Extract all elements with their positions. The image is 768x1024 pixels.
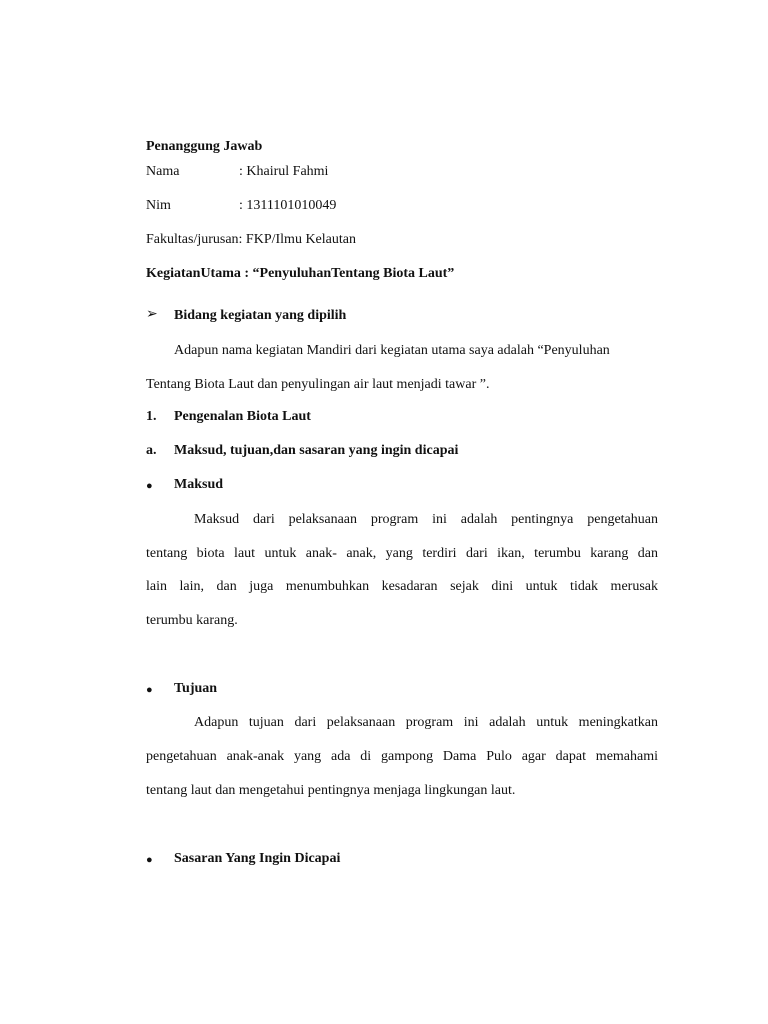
nim-value: : 1311101010049	[239, 198, 337, 213]
name-label: Nama	[146, 164, 180, 179]
tujuan-line-1: Adapun tujuan dari pelaksanaan program ini adalah untuk meningkatkan	[194, 715, 658, 730]
maksud-line-2: tentang biota laut untuk anak- anak, yang terdiri dari ikan, terumbu karang dan	[146, 546, 658, 561]
field-text-line2: Tentang Biota Laut dan penyulingan air laut menjadi tawar ”.	[146, 377, 490, 392]
main-activity: KegiatanUtama : “PenyuluhanTentang Biota Laut”	[146, 266, 455, 281]
tujuan-heading: Tujuan	[174, 681, 218, 696]
arrow-bullet-icon: ➢	[146, 307, 158, 322]
maksud-heading: Maksud	[174, 477, 224, 492]
tujuan-line-2: pengetahuan anak-anak yang ada di gampong Dama Pulo agar dapat memahami	[146, 749, 658, 764]
section1-heading: Pengenalan Biota Laut	[174, 409, 311, 424]
maksud-line-1: Maksud dari pelaksanaan program ini adalah pentingnya pengetahuan	[194, 512, 658, 527]
maksud-line-4: terumbu karang.	[146, 613, 238, 628]
sasaran-heading: Sasaran Yang Ingin Dicapai	[174, 851, 341, 866]
responsible-heading: Penanggung Jawab	[146, 139, 263, 154]
faculty-line: Fakultas/jurusan: FKP/Ilmu Kelautan	[146, 232, 356, 247]
field-text-line1: Adapun nama kegiatan Mandiri dari kegiatan utama saya adalah “Penyuluhan	[174, 343, 610, 358]
name-value: : Khairul Fahmi	[239, 164, 329, 179]
section-a-marker: a.	[146, 443, 157, 458]
maksud-line-3: lain lain, dan juga menumbuhkan kesadaran sejak dini untuk tidak merusak	[146, 579, 658, 594]
nim-label: Nim	[146, 198, 171, 213]
bullet-icon: ●	[146, 684, 153, 696]
section1-marker: 1.	[146, 409, 157, 424]
tujuan-line-3: tentang laut dan mengetahui pentingnya menjaga lingkungan laut.	[146, 783, 516, 798]
bullet-icon: ●	[146, 854, 153, 866]
bullet-icon: ●	[146, 480, 153, 492]
section-a-heading: Maksud, tujuan,dan sasaran yang ingin dicapai	[174, 443, 459, 458]
field-heading: Bidang kegiatan yang dipilih	[174, 308, 347, 323]
